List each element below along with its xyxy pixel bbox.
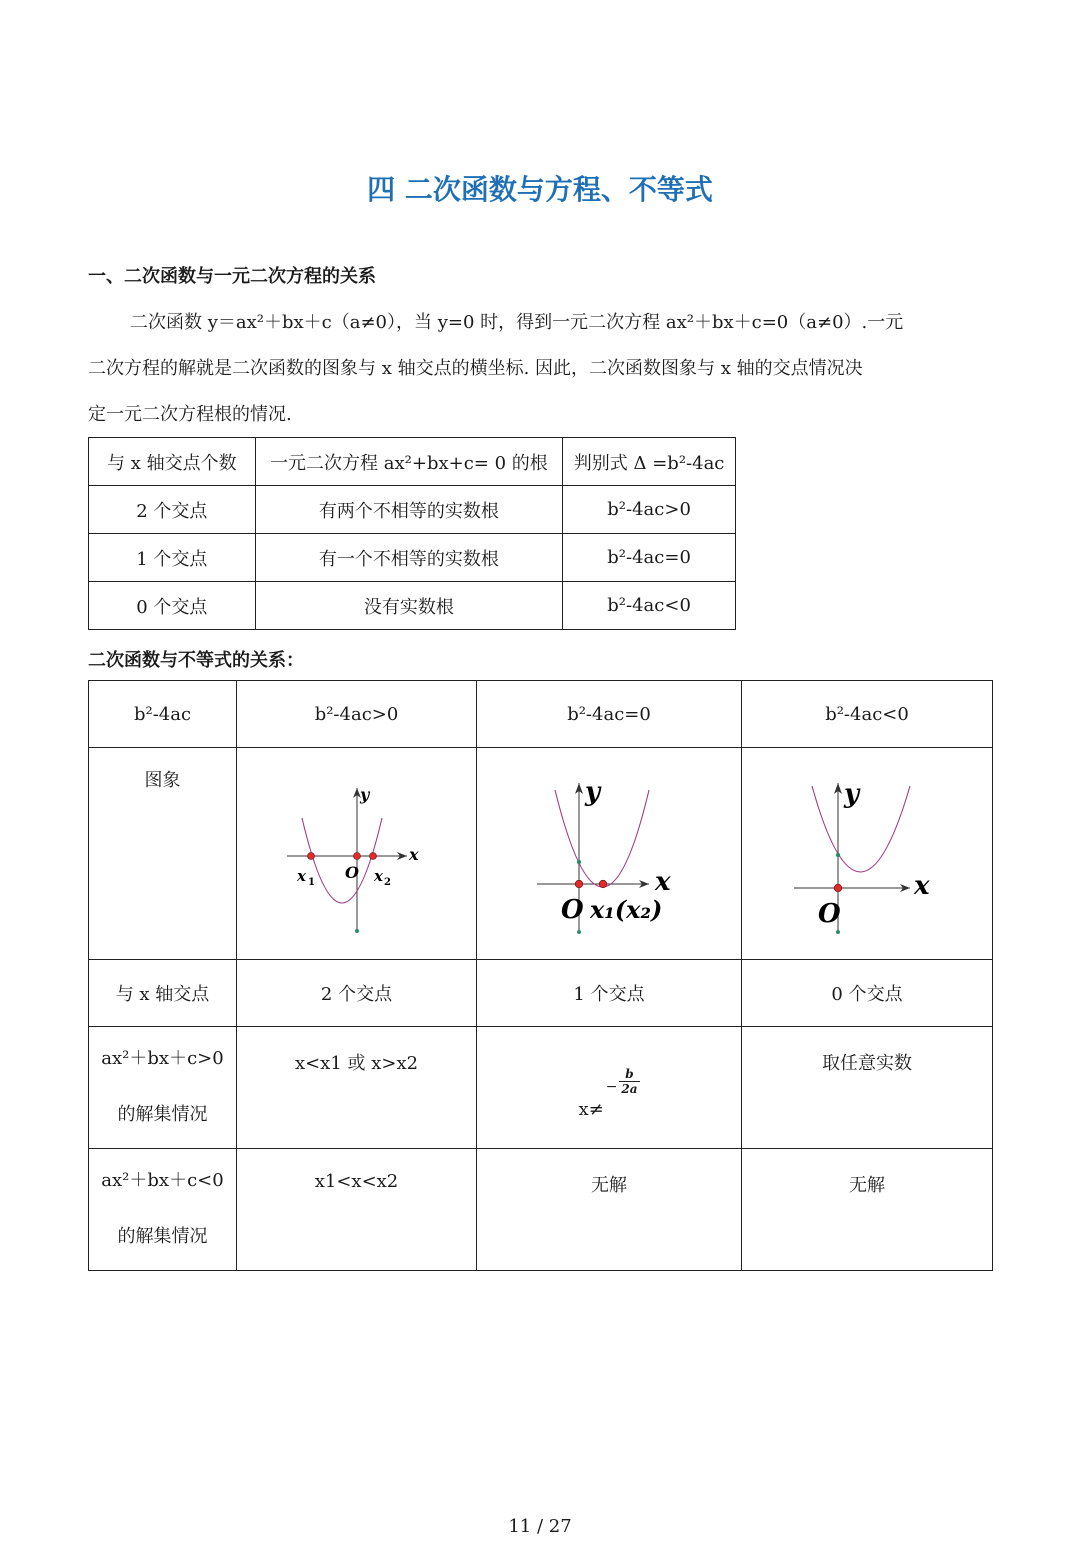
x2-label: x [374,867,383,885]
x-axis-label: x [655,867,671,897]
graph-one-root [477,748,742,960]
table-header-cell: b²-4ac [89,681,237,748]
table-cell: x<x1 或 x>x2 [237,1027,477,1149]
table-row [89,534,736,582]
parabola-one-root-figure [477,748,741,954]
inequality-table [88,680,993,1271]
parabola-two-roots-figure [237,748,476,954]
graph-two-roots [237,748,477,960]
table-row [89,582,736,630]
root-label: x₁(x₂) [590,895,663,924]
origin-label: O [561,895,584,925]
table-header-cell: b²-4ac>0 [237,681,477,748]
origin-point [575,880,583,888]
table-cell: 2 个交点 [237,960,477,1027]
origin-point [834,884,842,892]
y-axis-label: y [844,779,860,809]
row-label-top: ax²＋bx＋c<0 [101,1170,224,1191]
y-axis-label: y [585,777,601,807]
row-label-top: ax²＋bx＋c>0 [101,1048,224,1069]
table-row-less-than [89,1149,993,1271]
double-root-point [599,880,607,888]
table-row [89,486,736,534]
parabola-curve [555,790,649,887]
table-row-graphs [89,748,993,960]
origin-point [354,853,361,860]
table-cell: x1<x<x2 [237,1149,477,1271]
x1-subscript: 1 [308,877,315,888]
intro-paragraph [88,300,993,438]
table-row-intersections [89,960,993,1027]
table-cell: 没有实数根 [255,582,563,630]
x2-subscript: 2 [384,877,391,888]
table-header-cell: b²-4ac<0 [742,681,993,748]
origin-label: O [345,863,359,882]
y-intercept-point [577,860,581,864]
table-cell: 有一个不相等的实数根 [255,534,563,582]
table-cell: 无解 [477,1149,742,1271]
table-cell: 1 个交点 [89,534,256,582]
x1-label: x [297,867,306,885]
discriminant-table [88,437,736,630]
fraction [619,1067,639,1096]
root-point-x1 [308,853,315,860]
y-intercept-point [836,853,840,857]
root-point-x2 [370,853,377,860]
table-header-cell: 一元二次方程 ax²+bx+c= 0 的根 [255,438,563,486]
x-axis-label: x [409,845,419,864]
origin-label: O [818,899,841,929]
table-header-cell: b²-4ac=0 [477,681,742,748]
paragraph-line-1: 二次函数 y＝ax²＋bx＋c（a≠0），当 y=0 时，得到一元二次方程 ax²＋bx＋c=0（a≠0）.一元 [130,312,904,333]
table-cell-fraction [477,1027,742,1149]
parabola-curve [302,818,382,903]
table-cell: b²-4ac=0 [563,534,736,582]
table-cell: 2 个交点 [89,486,256,534]
table-header-row [89,681,993,748]
row-label-greater [89,1027,237,1149]
y-axis-label: y [360,785,370,804]
page-title: 四 二次函数与方程、不等式 [367,173,713,206]
fraction-numerator: b [619,1067,639,1082]
row-label-bottom: 的解集情况 [117,1104,208,1125]
axis-end-point [577,930,581,934]
table-cell: 取任意实数 [742,1027,993,1149]
table-header-cell: 与 x 轴交点个数 [89,438,256,486]
graph-row-label: 图象 [89,748,237,960]
table-cell: 有两个不相等的实数根 [255,486,563,534]
x-not-equal: x≠ [578,1099,604,1120]
table-cell: 与 x 轴交点 [89,960,237,1027]
table-cell: b²-4ac>0 [563,486,736,534]
fraction-denominator: 2a [621,1082,638,1096]
page-number: 11 / 27 [508,1516,572,1537]
table-cell: b²-4ac<0 [563,582,736,630]
axis-end-point [355,929,359,933]
paragraph-line-2: 二次方程的解就是二次函数的图象与 x 轴交点的横坐标. 因此，二次函数图象与 x 轴的交点情况决 [88,358,863,379]
row-label-bottom: 的解集情况 [117,1226,208,1247]
axis-end-point [836,930,840,934]
section-heading-2: 二次函数与不等式的关系： [88,650,304,671]
paragraph-line-3: 定一元二次方程根的情况. [88,404,292,425]
minus-sign: − [605,1079,618,1095]
x-axis-label: x [914,871,930,901]
parabola-no-root-figure [742,748,992,954]
table-cell: 0 个交点 [89,582,256,630]
table-cell: 0 个交点 [742,960,993,1027]
table-header-cell: 判别式 Δ =b²-4ac [563,438,736,486]
table-row-greater-than [89,1027,993,1149]
table-header-row [89,438,736,486]
fraction-expression [477,1067,741,1120]
table-cell: 1 个交点 [477,960,742,1027]
parabola-curve [812,786,910,872]
graph-no-root [742,748,993,960]
row-label-less [89,1149,237,1271]
section-heading-1: 一、二次函数与一元二次方程的关系 [88,266,376,287]
table-cell: 无解 [742,1149,993,1271]
